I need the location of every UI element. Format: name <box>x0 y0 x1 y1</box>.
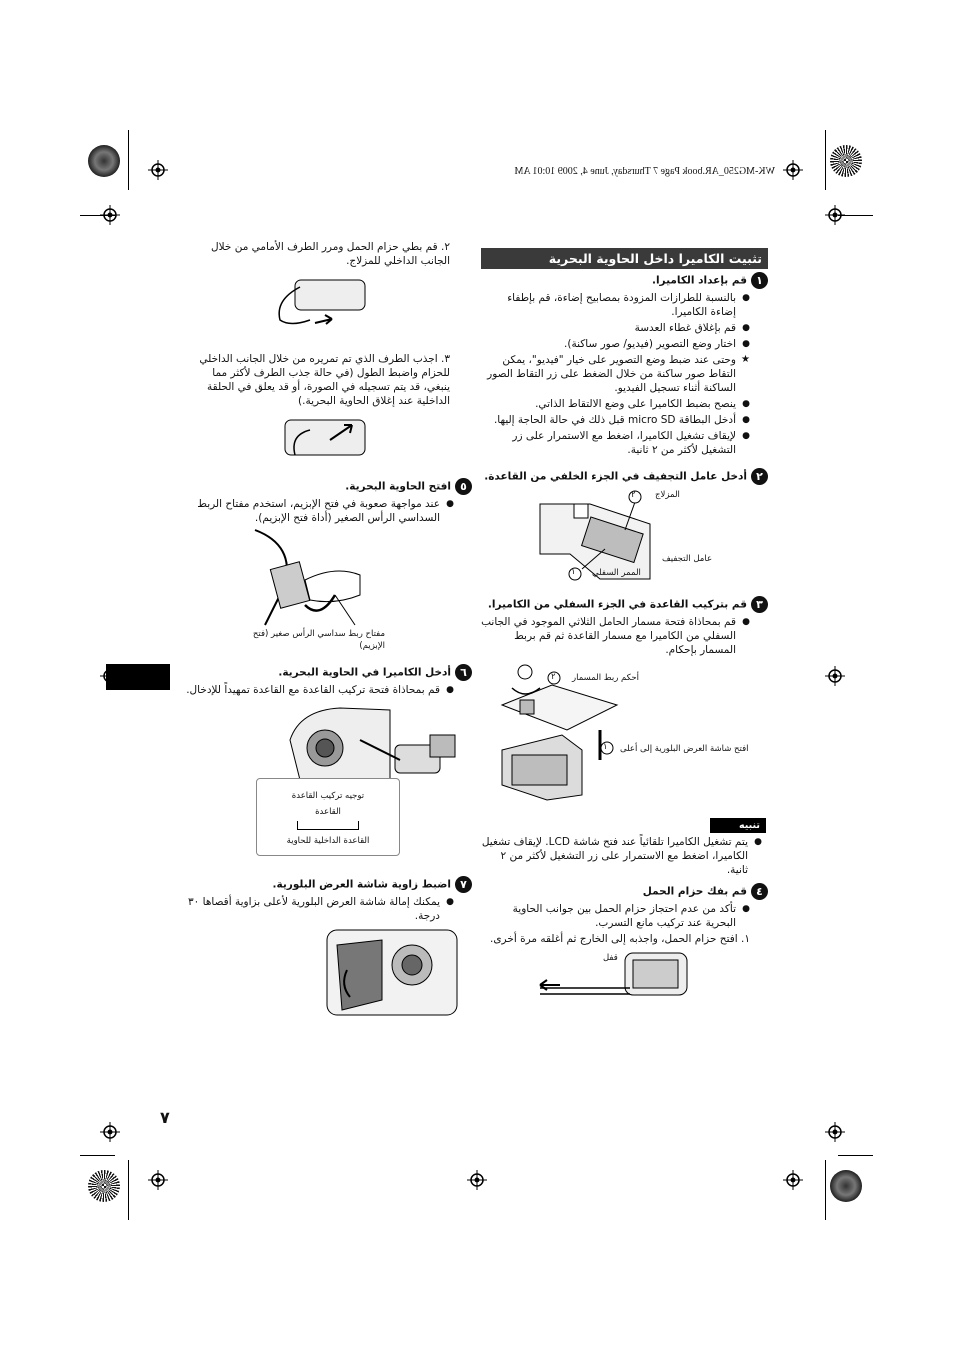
callout-bottom: القاعدة الداخلية للحاوية <box>286 836 370 846</box>
left-step-2: ٢. قم بطي حزام الحمل ومرر الطرف الأمامي من خلال الجانب الداخلي للمزلاج. <box>210 241 450 267</box>
circled-1-label: ١ <box>603 742 608 752</box>
crosshair-mark <box>783 1170 803 1190</box>
buckle-open-illustration <box>235 525 365 630</box>
bullet: ● قم بمحاذاة فتحة مسمار الحامل الثلاثي الموجود في الجانب السفلي من الكاميرا مع مسمار القاعدة ثم قم بربط المسمار بإحكام. <box>480 615 750 657</box>
step-number: ٦ <box>455 664 472 681</box>
crosshair-mark <box>148 1170 168 1190</box>
step-4-substep-1: ١. افتح حزام الحمل، واجذبه إلى الخارج ثم أغلقه مرة أخرى. <box>489 933 750 945</box>
circled-1-label: ١ <box>571 567 576 577</box>
bullet: ● لإيقاف تشغيل الكاميرا، اضغط مع الاستمرار على زر التشغيل لأكثر من ٢ ثانية. <box>480 429 750 457</box>
crosshair-mark <box>100 1122 120 1142</box>
section-title: تثبيت الكاميرا داخل الحاوية البحرية <box>548 251 762 266</box>
reg-rosette-bottom-left <box>88 1170 120 1202</box>
step-6-heading: أدخل الكاميرا في الحاوية البحرية. <box>278 666 451 679</box>
strap-fold-illustration <box>270 275 370 330</box>
section-title-bar <box>481 248 768 269</box>
step-4 <box>480 883 768 946</box>
label-lcd: افتح شاشة العرض البلورية إلى أعلى <box>620 744 749 754</box>
step-1-heading: قم بإعداد الكاميرا. <box>651 274 747 287</box>
strap-release-illustration <box>535 948 695 1013</box>
step-number: ٢ <box>751 468 768 485</box>
note-body <box>480 835 768 879</box>
base-mount-illustration <box>492 660 762 805</box>
lcd-angle-illustration <box>322 925 462 1020</box>
crosshair-mark <box>467 1170 487 1190</box>
page-number: ٧ <box>160 1108 170 1127</box>
callout-mid: القاعدة <box>315 807 341 817</box>
bullet: ● ينصح بضبط الكاميرا على وضع الالتقاط الذاتي. <box>480 397 750 411</box>
label-tighten: أحكم ربط المسمار <box>572 673 639 683</box>
crop-line <box>80 1155 115 1156</box>
bullet: ● أدخل البطاقة micro SD قبل ذلك في حالة الحاجة إليها. <box>480 413 750 427</box>
crop-line <box>838 215 873 216</box>
bullet: ★ وحتى عند ضبط وضع التصوير على خيار "فيديو"، يمكن التقاط صور ساكنة من خلال الضغط على زر التقاط الصور الساكنة أثناء تسجيل الفيديو. <box>480 353 750 395</box>
label-lock: قفل <box>603 953 618 963</box>
step-number: ٧ <box>455 876 472 893</box>
crop-line <box>825 1160 826 1220</box>
step-4-heading: قم بفك حزام الحمل <box>642 885 747 898</box>
base-guide-callout <box>256 778 400 856</box>
step-2-heading: أدخل عامل التجفيف في الجزء الخلفي من القاعدة. <box>484 470 747 483</box>
step-5-heading: افتح الحاوية البحرية. <box>345 480 451 493</box>
section-tab <box>106 664 170 690</box>
callout-top: توجيه تركيب القاعدة <box>291 791 365 801</box>
bullet: ● عند مواجهة صعوبة في فتح الإبزيم، استخدم مفتاح الربط السداسي الرأس الصغير (أداة فتح الإبزيم). <box>185 497 454 525</box>
circled-2-label: ٢ <box>631 490 636 500</box>
reg-rosette-top-left <box>88 145 120 177</box>
crop-line <box>128 1160 129 1220</box>
step-number: ٣ <box>751 596 768 613</box>
insert-camera-illustration <box>280 700 465 790</box>
bullet: ● بالنسبة للطرازات المزودة بمصابيح إضاءة، قم بإطفاء إضاءة الكاميرا. <box>480 291 750 319</box>
reg-rosette-top-right <box>830 145 862 177</box>
crop-line <box>838 1155 873 1156</box>
bullet: ● يتم تشغيل الكاميرا تلقائياً عند فتح شاشة LCD. لإيقاف تشغيل الكاميرا، اضغط مع الاستمرار على زر التشغيل لأكثر من ٢ ثانية. <box>480 835 762 877</box>
step-number: ٥ <box>455 478 472 495</box>
crosshair-mark <box>825 1122 845 1142</box>
step-1 <box>480 272 768 459</box>
step-number: ٤ <box>751 883 768 900</box>
crosshair-mark <box>825 666 845 686</box>
crosshair-mark <box>148 160 168 180</box>
caption-hex-key: مفتاح ربط سداسي الرأس صغير (فتح الإبزيم) <box>252 629 385 651</box>
circled-2-label: ٢ <box>551 672 556 682</box>
strap-adjust-illustration <box>280 415 370 465</box>
label-desiccant: عامل التجفيف <box>662 554 713 564</box>
left-step-3: ٣. اجذب الطرف الذي تم تمريره من خلال الجانب الداخلي للحزام واضبط الطول (في حالة جذب الطرف لأكثر مما ينبغي، قد يتم تسجيله في الصورة، أو قد يعلق في الحلقة الداخلية عند إغلاق الحاوية البحرية.) <box>199 353 450 407</box>
crop-line <box>128 130 129 190</box>
reg-rosette-bottom-right <box>830 1170 862 1202</box>
step-5 <box>185 478 472 527</box>
step-6 <box>185 664 472 699</box>
bullet: ● اختار وضع التصوير (فيديو/ صور ساكنة). <box>480 337 750 351</box>
crosshair-mark <box>783 160 803 180</box>
bullet: ● قم بإغلاق غطاء العدسة <box>480 321 750 335</box>
bullet: ● يمكنك إمالة شاشة العرض البلورية لأعلى بزاوية أقصاها ٣٠ درجة. <box>185 895 454 923</box>
label-holder: المزلاج <box>655 490 680 500</box>
step-3 <box>480 596 768 659</box>
note-tag-box <box>710 818 766 833</box>
label-bottom: الممر السفلي <box>592 568 641 578</box>
crop-line <box>80 215 115 216</box>
file-header-line: WK-MG250_AR.book Page 7 Thursday, June 4, 2009 10:01 AM <box>514 166 775 177</box>
step-2 <box>480 468 768 485</box>
step-3-heading: قم بتركيب القاعدة في الجزء السفلي من الكاميرا. <box>487 598 747 611</box>
base-rail-shape <box>297 821 359 830</box>
step-7 <box>185 876 472 925</box>
note-tag: تنبيه <box>739 820 760 831</box>
bullet: ● قم بمحاذاة فتحة تركيب القاعدة مع القاعدة تمهيداً للإدخال. <box>185 683 454 697</box>
step-7-heading: اضبط زاوية شاشة العرض البلورية. <box>272 878 451 891</box>
step-number: ١ <box>751 272 768 289</box>
desiccant-illustration <box>530 484 770 589</box>
bullet: ● تأكد من عدم احتجاز حزام الحمل بين جوانب الحاوية البحرية عند تركيب مانع التسرب. <box>480 902 750 930</box>
crop-line <box>825 130 826 190</box>
